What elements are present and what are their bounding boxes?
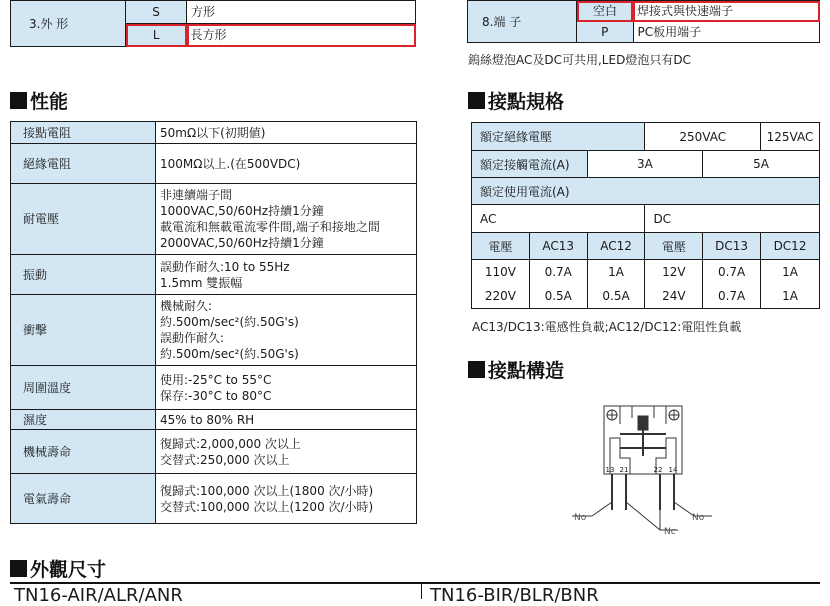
performance-heading	[10, 87, 68, 114]
left-model-name: TN16-AIR/ALR/ANR	[14, 585, 183, 606]
table-cell: 0.5A	[587, 284, 645, 309]
rated-voltage-250: 250VAC	[645, 123, 761, 151]
outer-shape-desc-s: 方形	[187, 1, 416, 24]
table-cell: 12V	[645, 260, 703, 285]
table-cell: 1A	[761, 260, 820, 285]
terminal-code-blank: 空白	[577, 1, 634, 22]
outer-shape-code-l: L	[126, 24, 187, 47]
header-cell: 電壓	[645, 233, 703, 260]
terminal-desc-blank: 焊接式與快速端子	[633, 1, 820, 22]
rated-current-3a: 3A	[587, 151, 703, 178]
perf-value: 100MΩ以上.(在500VDC)	[156, 144, 417, 184]
header-cell: AC13	[529, 233, 587, 260]
perf-value: 機械耐久: 約.500m/sec²(約.50G's) 誤動作耐久: 約.500m/sec²(約.50G's)	[156, 295, 417, 366]
contact-spec-title: 接點規格	[488, 91, 565, 113]
plunger	[638, 416, 648, 430]
heading-square-icon	[10, 92, 27, 109]
terminal-number: 21	[619, 466, 629, 474]
terminal-number: 14	[668, 466, 678, 474]
performance-table	[10, 121, 417, 524]
contact-structure-diagram	[560, 398, 730, 538]
perf-label: 機械壽命	[11, 430, 156, 474]
no-right-label: No	[692, 513, 705, 523]
ac-label: AC	[472, 205, 645, 233]
table-cell: 1A	[761, 284, 820, 309]
rated-voltage-label: 額定絕緣電壓	[472, 123, 645, 151]
perf-label: 周圍溫度	[11, 366, 156, 410]
perf-label: 衝擊	[11, 295, 156, 366]
performance-title: 性能	[30, 91, 69, 113]
perf-label: 振動	[11, 255, 156, 295]
table-cell: 0.7A	[703, 260, 761, 285]
heading-square-icon	[468, 361, 485, 378]
contact-spec-heading	[468, 87, 564, 114]
rated-voltage-125: 125VAC	[761, 123, 820, 151]
contact-structure-heading	[468, 356, 564, 383]
outer-shape-label: 3.外 形	[11, 1, 126, 47]
perf-label: 電氣壽命	[11, 474, 156, 524]
perf-value: 使用:-25°C to 55°C 保存:-30°C to 80°C	[156, 366, 417, 410]
perf-label: 濕度	[11, 410, 156, 430]
table-cell: 0.5A	[529, 284, 587, 309]
contact-spec-note: AC13/DC13:電感性負載;AC12/DC12:電阻性負載	[472, 320, 742, 334]
terminal-number: 22	[653, 466, 663, 474]
use-current-label: 額定使用電流(A)	[472, 178, 820, 205]
rated-current-label: 額定接觸電流(A)	[472, 151, 588, 178]
divider	[10, 582, 820, 584]
header-cell: DC12	[761, 233, 820, 260]
outer-shape-table	[10, 0, 416, 47]
perf-label: 接點電阻	[11, 122, 156, 144]
table-cell: 0.7A	[529, 260, 587, 285]
terminal-note: 鎢絲燈泡AC及DC可共用,LED燈泡只有DC	[468, 53, 691, 67]
terminal-desc-p: PC板用端子	[633, 22, 820, 43]
right-model-name: TN16-BIR/BLR/BNR	[430, 585, 599, 606]
header-cell: 電壓	[472, 233, 530, 260]
heading-square-icon	[468, 92, 485, 109]
rated-current-5a: 5A	[703, 151, 820, 178]
table-cell: 24V	[645, 284, 703, 309]
table-cell: 110V	[472, 260, 530, 285]
perf-value: 復歸式:100,000 次以上(1800 次/小時) 交替式:100,000 次以上(1200 次/小時)	[156, 474, 417, 524]
header-cell: AC12	[587, 233, 645, 260]
no-left-label: No	[574, 513, 587, 523]
dimensions-title: 外觀尺寸	[30, 559, 107, 581]
dimensions-heading	[10, 555, 106, 582]
table-cell: 1A	[587, 260, 645, 285]
outer-shape-code-s: S	[126, 1, 187, 24]
header-cell: DC13	[703, 233, 761, 260]
terminal-table	[467, 0, 820, 43]
terminal-number: 13	[605, 466, 615, 474]
terminal-code-p: P	[577, 22, 634, 43]
divider	[421, 584, 422, 599]
terminal-label: 8.端 子	[468, 1, 577, 43]
dc-label: DC	[645, 205, 820, 233]
contact-spec-table	[471, 122, 820, 309]
perf-value: 非連續端子間 1000VAC,50/60Hz持續1分鐘 載電流和無載電流零件間,端子和接地之間 2000VAC,50/60Hz持續1分鐘	[156, 184, 417, 255]
heading-square-icon	[10, 560, 27, 577]
contact-structure-title: 接點構造	[488, 360, 565, 382]
nc-label: Nc	[664, 527, 676, 537]
perf-value: 50mΩ以下(初期値)	[156, 122, 417, 144]
perf-value: 45% to 80% RH	[156, 410, 417, 430]
table-cell: 0.7A	[703, 284, 761, 309]
perf-label: 絕緣電阻	[11, 144, 156, 184]
perf-label: 耐電壓	[11, 184, 156, 255]
perf-value: 誤動作耐久:10 to 55Hz 1.5mm 雙振幅	[156, 255, 417, 295]
outer-shape-desc-l: 長方形	[187, 24, 416, 47]
table-cell: 220V	[472, 284, 530, 309]
perf-value: 復歸式:2,000,000 次以上 交替式:250,000 次以上	[156, 430, 417, 474]
